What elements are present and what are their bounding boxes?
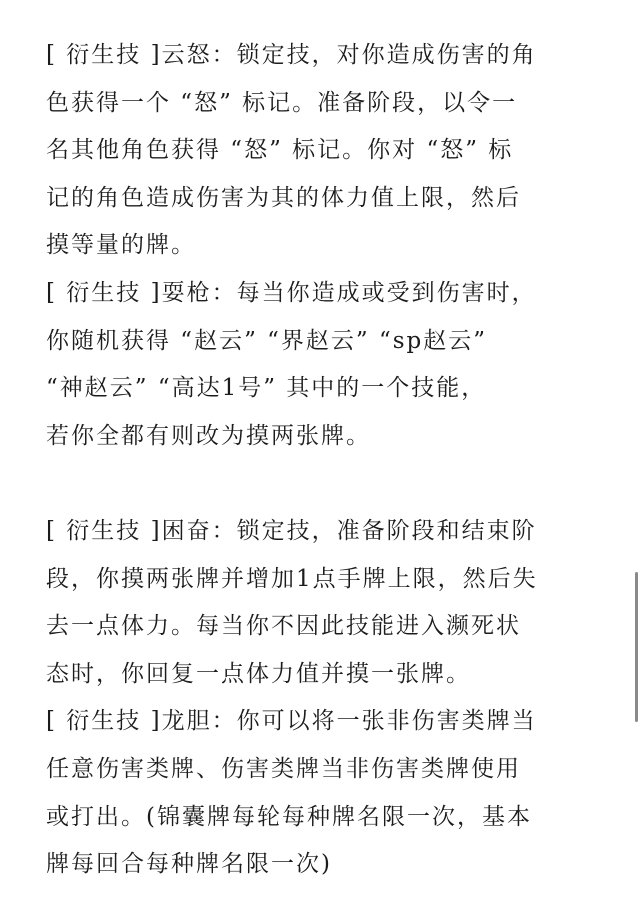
text-line: [ 衍生技 ]龙胆：你可以将一张非伤害类牌当	[46, 708, 537, 735]
scrollbar-thumb[interactable]	[635, 572, 638, 722]
text-line: 任意伤害类牌、伤害类牌当非伤害类牌使用	[46, 755, 521, 782]
text-line: 态时，你回复一点体力值并摸一张牌。	[46, 660, 471, 687]
text-line: 或打出。(锦囊牌每轮每种牌名限一次，基本	[46, 803, 532, 830]
text-line: 牌每回合每种牌名限一次)	[46, 851, 332, 878]
text-line: 摸等量的牌。	[46, 232, 196, 259]
skill-text-body	[46, 32, 606, 889]
text-line: [ 衍生技 ]困奋：锁定技，准备阶段和结束阶	[46, 517, 537, 544]
text-line: 色获得一个 “怒” 标记。准备阶段，以令一	[46, 89, 518, 116]
text-line: [ 衍生技 ]耍枪：每当你造成或受到伤害时，	[46, 279, 537, 306]
text-line: 去一点体力。每当你不因此技能进入濒死状	[46, 613, 521, 640]
vertical-scrollbar[interactable]	[634, 0, 640, 904]
text-line: 记的角色造成伤害为其的体力值上限，然后	[46, 184, 521, 211]
text-line: “神赵云” “高达1号” 其中的一个技能，	[46, 375, 487, 402]
blank-line	[46, 460, 606, 508]
text-line: 若你全都有则改为摸两张牌。	[46, 422, 371, 449]
text-line: 名其他角色获得 “怒” 标记。你对 “怒” 标	[46, 137, 514, 164]
text-line: 段，你摸两张牌并增加1点手牌上限，然后失	[46, 565, 538, 592]
text-line: 你随机获得 “赵云” “界赵云” “sp赵云”	[46, 327, 488, 354]
text-line: [ 衍生技 ]云怒：锁定技，对你造成伤害的角	[46, 42, 537, 68]
